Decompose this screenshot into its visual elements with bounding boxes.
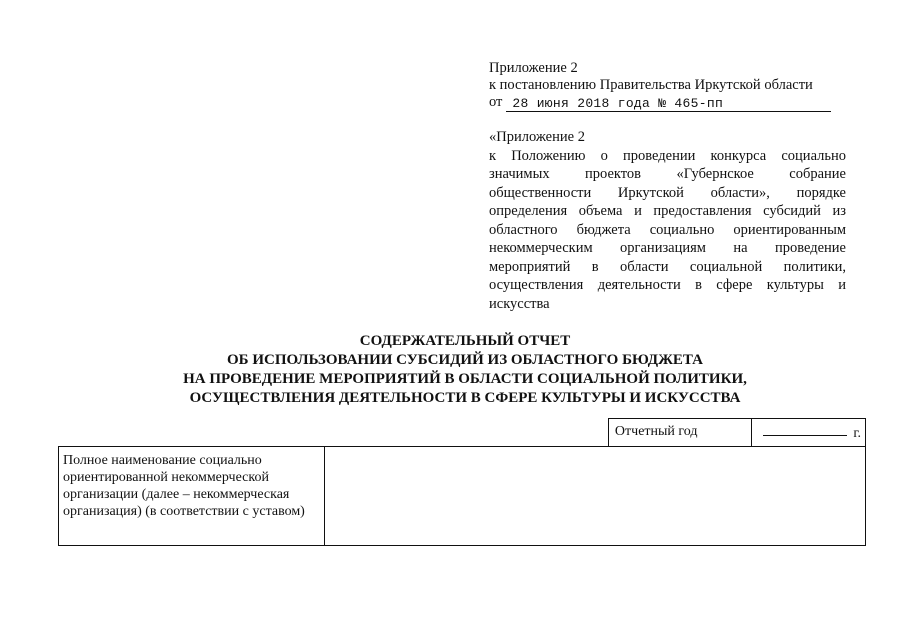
appendix-regulation-block xyxy=(489,128,846,313)
appendix-header xyxy=(489,60,849,111)
appendix-regulation-title: «Приложение 2 xyxy=(489,129,585,145)
year-suffix: г. xyxy=(853,426,861,441)
reporting-year-field[interactable] xyxy=(751,419,865,447)
report-title-line-4: ОСУЩЕСТВЛЕНИЯ ДЕЯТЕЛЬНОСТИ В СФЕРЕ КУЛЬТУРЫ И ИСКУССТВА xyxy=(189,390,741,406)
empty-cell xyxy=(59,419,609,447)
date-field: 28 июня 2018 года № 465-пп xyxy=(506,96,831,112)
reporting-year-label: Отчетный год xyxy=(608,419,751,447)
year-blank-line xyxy=(763,423,847,436)
appendix-reference: к постановлению Правительства Иркутской области xyxy=(489,77,813,93)
org-name-field[interactable] xyxy=(325,447,866,546)
report-title xyxy=(60,332,870,408)
date-prefix: от xyxy=(489,94,503,110)
report-title-line-3: НА ПРОВЕДЕНИЕ МЕРОПРИЯТИЙ В ОБЛАСТИ СОЦИАЛЬНОЙ ПОЛИТИКИ, xyxy=(183,371,747,387)
report-title-line-2: ОБ ИСПОЛЬЗОВАНИИ СУБСИДИЙ ИЗ ОБЛАСТНОГО БЮДЖЕТА xyxy=(226,352,704,368)
report-form-table xyxy=(58,418,866,546)
org-name-row xyxy=(59,447,866,546)
report-title-line-1: СОДЕРЖАТЕЛЬНЫЙ ОТЧЕТ xyxy=(359,333,571,349)
appendix-date-line xyxy=(489,94,849,111)
reporting-year-row xyxy=(59,419,866,447)
appendix-number: Приложение 2 xyxy=(489,60,578,76)
appendix-regulation-text: к Положению о проведении конкурса социально значимых проектов «Губернское собрание общественности Иркутской области», порядке определения объема и предоставления субсидий из областного бюджета социально ориентированным некоммерческим организациям на проведение мероприятий в области социальной политики, осуществления деятельности в сфере культуры и искусства xyxy=(489,147,846,312)
org-name-label: Полное наименование социально ориентированной некоммерческой организации (далее – некоммерческая организация) (в соответствии с уставом) xyxy=(59,447,325,546)
